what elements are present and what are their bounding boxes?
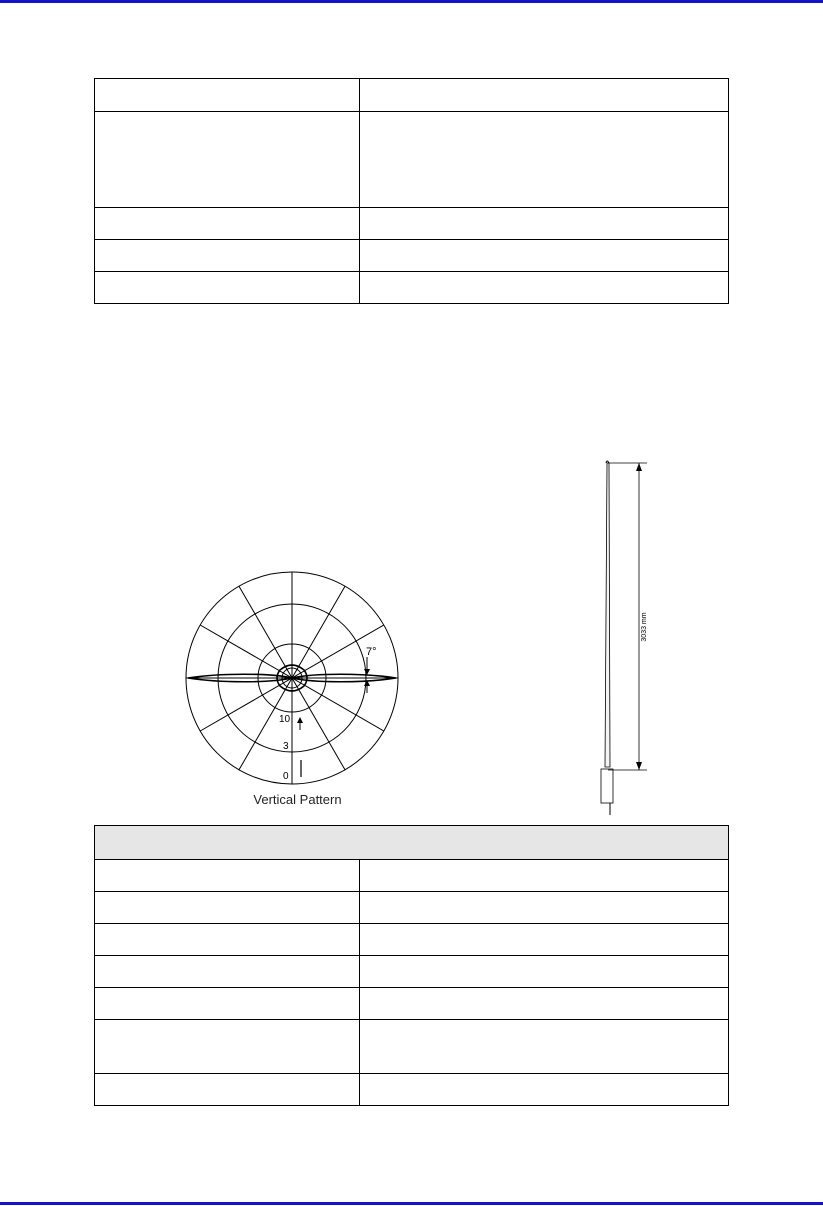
footer-rule [0, 1202, 823, 1205]
antenna-length-label: 3033 mm [641, 612, 648, 642]
table-row [95, 1074, 729, 1106]
table-cell-value [360, 956, 729, 988]
ring-label-3: 3 [283, 741, 289, 752]
table-cell-value [360, 892, 729, 924]
table-cell-label [95, 79, 360, 112]
table-cell-value [360, 79, 729, 112]
table-row [95, 112, 729, 208]
table-cell-value [360, 240, 729, 272]
antenna-mount-bracket [601, 769, 613, 803]
table-cell-label [95, 240, 360, 272]
table-row [95, 1020, 729, 1074]
table-cell-label [95, 208, 360, 240]
vertical-pattern-figure [180, 565, 410, 815]
scale-arrowhead [297, 717, 303, 723]
beam-tilt-label: 7° [366, 646, 377, 658]
antenna-dimension-figure [580, 455, 660, 820]
table-cell-label [95, 1074, 360, 1106]
spec-table-top [94, 78, 729, 304]
table-cell-label [95, 112, 360, 208]
pattern-caption: Vertical Pattern [253, 792, 342, 807]
ring-label-0: 0 [283, 771, 289, 782]
antenna-radome [605, 463, 610, 767]
dim-arrowhead-bottom [636, 762, 642, 770]
table-row [95, 272, 729, 304]
dim-arrowhead-top [636, 463, 642, 471]
table-cell-value [360, 1020, 729, 1074]
table-cell-value [360, 272, 729, 304]
spec-table-bottom [94, 825, 729, 1106]
header-rule [0, 0, 823, 3]
ring-label-10: 10 [279, 714, 291, 725]
table-row [95, 208, 729, 240]
table-row [95, 956, 729, 988]
table-cell-value [360, 1074, 729, 1106]
table-cell-value [360, 208, 729, 240]
table-cell-label [95, 1020, 360, 1074]
table-header-row [95, 826, 729, 860]
table-header-cell [95, 826, 729, 860]
table-row [95, 79, 729, 112]
table-cell-label [95, 860, 360, 892]
table-row [95, 860, 729, 892]
table-row [95, 988, 729, 1020]
table-cell-value [360, 112, 729, 208]
table-cell-value [360, 988, 729, 1020]
table-cell-label [95, 924, 360, 956]
table-cell-value [360, 924, 729, 956]
table-cell-label [95, 956, 360, 988]
table-cell-label [95, 892, 360, 924]
table-row [95, 892, 729, 924]
table-cell-label [95, 272, 360, 304]
table-cell-label [95, 988, 360, 1020]
table-row [95, 924, 729, 956]
table-row [95, 240, 729, 272]
table-cell-value [360, 860, 729, 892]
